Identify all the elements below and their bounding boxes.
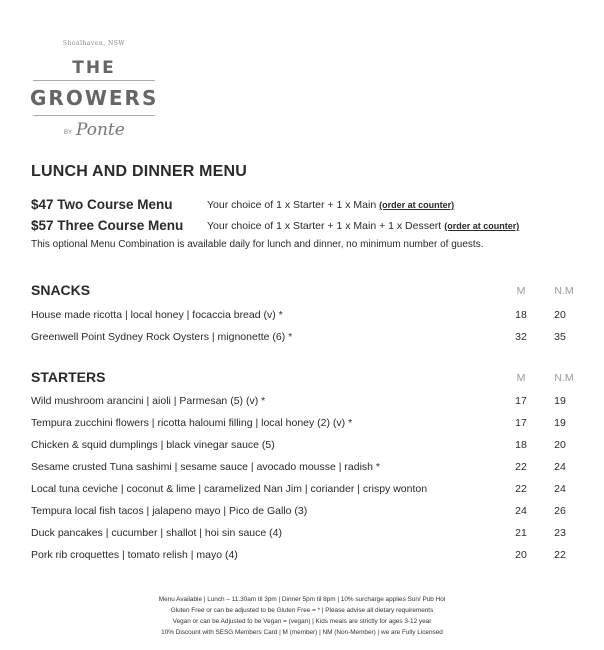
price-member: 32	[515, 331, 527, 343]
menu-item: Tempura zucchini flowers | ricotta haloumi filling | local honey (2) (v) *	[31, 417, 353, 429]
price-non-member: 20	[554, 439, 566, 451]
price-non-member: 24	[554, 461, 566, 473]
logo-divider-top	[33, 80, 155, 81]
price-non-member: 22	[554, 549, 566, 561]
price-member: 17	[515, 417, 527, 429]
logo-divider-bottom	[33, 115, 155, 116]
price-non-member: 24	[554, 483, 566, 495]
menu-item: Chicken & squid dumplings | black vinegar sauce (5)	[31, 439, 275, 451]
menu-item: Wild mushroom arancini | aioli | Parmesan (5) (v) *	[31, 395, 266, 407]
footer-discount: 10% Discount with SESG Members Card | M (member) | NM (Non-Member) | we are Fully Licensed	[161, 629, 443, 636]
logo-growers: GROWERS	[30, 86, 159, 110]
offer-three-course-text: Your choice of 1 x Starter + 1 x Main + 1 x Dessert	[207, 220, 442, 232]
offer-two-course-name: $47 Two Course Menu	[31, 197, 173, 212]
price-non-member: 26	[554, 505, 566, 517]
logo-ponte-script: Ponte	[76, 120, 125, 140]
restaurant-logo	[30, 40, 158, 148]
logo-location: Shoalhaven, NSW	[62, 40, 126, 47]
price-member: 21	[515, 527, 527, 539]
offer-three-course-name: $57 Three Course Menu	[31, 218, 184, 233]
column-header-non-member: N.M	[554, 285, 574, 297]
footer-hours: Menu Available | Lunch – 11.30am til 3pm | Dinner 5pm til 8pm | 10% surcharge applies Sun/ Pub Hol	[158, 596, 446, 603]
menu-item: Local tuna ceviche | coconut & lime | caramelized Nan Jim | coriander | crispy wonton	[31, 483, 428, 495]
column-header-member: M	[516, 285, 526, 297]
footer-vegan: Vegan or can be Adjusted to be Vegan = (vegan) | Kids meals are strictly for ages 3-12 year	[172, 618, 432, 625]
logo-the: THE	[72, 58, 116, 78]
price-non-member: 35	[554, 331, 566, 343]
price-non-member: 19	[554, 395, 566, 407]
logo-by: BY	[64, 130, 73, 136]
price-member: 18	[515, 309, 527, 321]
menu-item: Greenwell Point Sydney Rock Oysters | mignonette (6) *	[31, 331, 293, 343]
column-header-non-member: N.M	[554, 372, 574, 384]
menu-item: Duck pancakes | cucumber | shallot | hoi sin sauce (4)	[31, 527, 282, 539]
price-non-member: 20	[554, 309, 566, 321]
price-member: 22	[515, 461, 527, 473]
section-heading-snacks: SNACKS	[31, 282, 91, 298]
offer-two-course-text: Your choice of 1 x Starter + 1 x Main	[207, 199, 377, 211]
menu-item: Sesame crusted Tuna sashimi | sesame sauce | avocado mousse | radish *	[31, 461, 381, 473]
menu-item: Pork rib croquettes | tomato relish | mayo (4)	[31, 549, 238, 561]
order-at-counter-link[interactable]: (order at counter)	[379, 200, 455, 210]
order-at-counter-link[interactable]: (order at counter)	[444, 221, 520, 231]
combo-note: This optional Menu Combination is available daily for lunch and dinner, no minimum number of guests.	[31, 239, 484, 250]
offer-three-course-desc	[207, 220, 519, 232]
price-non-member: 23	[554, 527, 566, 539]
column-header-member: M	[516, 372, 526, 384]
offer-two-course-desc	[207, 199, 454, 211]
menu-item: House made ricotta | local honey | focaccia bread (v) *	[31, 309, 283, 321]
price-non-member: 19	[554, 417, 566, 429]
menu-item: Tempura local fish tacos | jalapeno mayo | Pico de Gallo (3)	[31, 505, 308, 517]
page-title: LUNCH AND DINNER MENU	[31, 163, 248, 180]
section-heading-starters: STARTERS	[31, 369, 106, 385]
price-member: 20	[515, 549, 527, 561]
price-member: 22	[515, 483, 527, 495]
footer-gluten-free: Gluten Free or can be adjusted to be Gluten Free = * | Please advise all dietary requirements	[170, 607, 434, 614]
price-member: 17	[515, 395, 527, 407]
price-member: 24	[515, 505, 527, 517]
price-member: 18	[515, 439, 527, 451]
